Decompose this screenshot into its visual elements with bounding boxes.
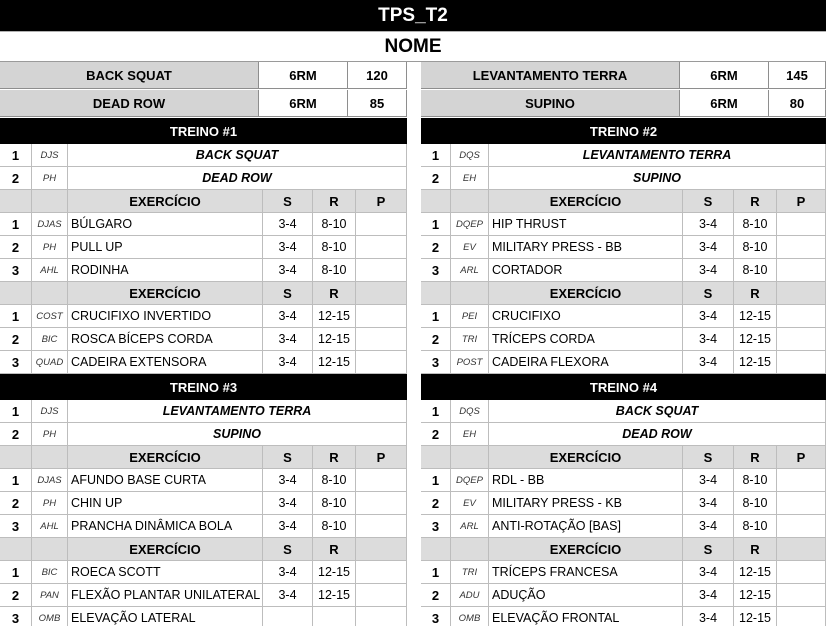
column-header-sets[interactable]: S	[683, 538, 734, 561]
exercise-name[interactable]: ROSCA BÍCEPS CORDA	[68, 328, 263, 351]
sets-value[interactable]: 3-4	[683, 469, 734, 492]
reps-value[interactable]: 8-10	[734, 515, 777, 538]
reps-value[interactable]: 8-10	[313, 469, 356, 492]
treino-title: TREINO #4	[421, 374, 826, 400]
column-header-blank[interactable]	[421, 190, 451, 213]
column-header-blank[interactable]	[451, 538, 489, 561]
treino-title: TREINO #2	[421, 118, 826, 144]
column-header-row	[0, 190, 407, 213]
weight-value[interactable]	[777, 328, 826, 351]
main-lift-row	[0, 167, 407, 190]
rm-exercise-name[interactable]: LEVANTAMENTO TERRA	[421, 62, 680, 89]
exercise-row	[0, 305, 407, 328]
column-header-blank[interactable]	[0, 190, 32, 213]
weight-value[interactable]	[356, 561, 407, 584]
reps-value[interactable]: 12-15	[313, 584, 356, 607]
main-lift-row	[0, 423, 407, 446]
movement-code[interactable]: ADU	[451, 584, 489, 607]
weight-value[interactable]	[356, 469, 407, 492]
main-lift-name[interactable]: LEVANTAMENTO TERRA	[68, 400, 407, 423]
column-header-row	[421, 190, 826, 213]
exercise-name[interactable]: CHIN UP	[68, 492, 263, 515]
weight-value[interactable]	[356, 305, 407, 328]
movement-code[interactable]: PH	[32, 492, 68, 515]
athlete-name: NOME	[0, 32, 826, 62]
column-header-weight[interactable]	[356, 282, 407, 305]
exercise-name[interactable]: AFUNDO BASE CURTA	[68, 469, 263, 492]
movement-code[interactable]: POST	[451, 351, 489, 374]
row-number[interactable]: 1	[0, 561, 32, 584]
row-number[interactable]: 3	[0, 259, 32, 282]
sets-value[interactable]: 3-4	[263, 469, 313, 492]
sets-value[interactable]: 3-4	[263, 515, 313, 538]
sets-value[interactable]: 3-4	[683, 236, 734, 259]
row-number[interactable]: 1	[0, 144, 32, 167]
weight-value[interactable]	[356, 328, 407, 351]
exercise-name[interactable]: MILITARY PRESS - KB	[489, 492, 683, 515]
column-header-reps[interactable]: R	[313, 282, 356, 305]
rm-value[interactable]: 120	[348, 62, 407, 89]
sets-value[interactable]: 3-4	[263, 492, 313, 515]
movement-code[interactable]: EV	[451, 492, 489, 515]
exercise-row	[421, 259, 826, 282]
row-number[interactable]: 2	[421, 584, 451, 607]
column-header-weight[interactable]: P	[777, 446, 826, 469]
sets-value[interactable]: 3-4	[263, 584, 313, 607]
movement-code[interactable]: PAN	[32, 584, 68, 607]
row-number[interactable]: 1	[0, 213, 32, 236]
column-header-exercise[interactable]: EXERCÍCIO	[68, 190, 263, 213]
column-header-blank[interactable]	[421, 538, 451, 561]
reps-value[interactable]: 12-15	[734, 305, 777, 328]
movement-code[interactable]: ARL	[451, 259, 489, 282]
row-number[interactable]: 2	[0, 167, 32, 190]
column-header-weight[interactable]	[356, 538, 407, 561]
row-number[interactable]: 3	[421, 351, 451, 374]
column-header-exercise[interactable]: EXERCÍCIO	[489, 538, 683, 561]
exercise-row	[421, 305, 826, 328]
exercise-row	[0, 469, 407, 492]
row-number[interactable]: 3	[421, 515, 451, 538]
weight-value[interactable]	[777, 213, 826, 236]
weight-value[interactable]	[777, 236, 826, 259]
sets-value[interactable]: 3-4	[263, 213, 313, 236]
movement-code[interactable]: TRI	[451, 561, 489, 584]
weight-value[interactable]	[356, 492, 407, 515]
reps-value[interactable]: 12-15	[734, 561, 777, 584]
column-header-weight[interactable]: P	[356, 446, 407, 469]
column-header-blank[interactable]	[0, 538, 32, 561]
row-number[interactable]: 3	[0, 351, 32, 374]
exercise-row	[0, 561, 407, 584]
exercise-row	[0, 351, 407, 374]
weight-value[interactable]	[356, 584, 407, 607]
weight-value[interactable]	[356, 351, 407, 374]
movement-code[interactable]: PH	[32, 236, 68, 259]
rm-row	[0, 62, 407, 90]
exercise-name[interactable]: RDL - BB	[489, 469, 683, 492]
exercise-name[interactable]: CORTADOR	[489, 259, 683, 282]
row-number[interactable]: 3	[421, 607, 451, 626]
sets-value[interactable]: 3-4	[263, 561, 313, 584]
row-number[interactable]: 3	[421, 259, 451, 282]
main-lift-row	[0, 400, 407, 423]
exercise-row	[0, 584, 407, 607]
row-number[interactable]: 2	[0, 328, 32, 351]
rm-row	[421, 62, 826, 90]
reps-value[interactable]: 8-10	[313, 259, 356, 282]
movement-code[interactable]: DJS	[32, 144, 68, 167]
column-header-row	[0, 446, 407, 469]
row-number[interactable]: 1	[0, 469, 32, 492]
main-lift-row	[421, 423, 826, 446]
treino-title: TREINO #1	[0, 118, 407, 144]
exercise-name[interactable]: HIP THRUST	[489, 213, 683, 236]
weight-value[interactable]	[777, 305, 826, 328]
treino-header	[421, 118, 826, 144]
row-number[interactable]: 2	[0, 584, 32, 607]
sets-value[interactable]: 3-4	[263, 259, 313, 282]
column-header-weight[interactable]	[777, 538, 826, 561]
column-header-blank[interactable]	[0, 446, 32, 469]
row-number[interactable]: 2	[421, 328, 451, 351]
treino-title: TREINO #3	[0, 374, 407, 400]
column-header-exercise[interactable]: EXERCÍCIO	[68, 446, 263, 469]
movement-code[interactable]: BIC	[32, 561, 68, 584]
column-header-sets[interactable]: S	[263, 190, 313, 213]
exercise-name[interactable]: PULL UP	[68, 236, 263, 259]
movement-code[interactable]: DQS	[451, 144, 489, 167]
main-lift-name[interactable]: SUPINO	[68, 423, 407, 446]
exercise-name[interactable]: TRÍCEPS CORDA	[489, 328, 683, 351]
row-number[interactable]: 3	[0, 515, 32, 538]
movement-code[interactable]: DJS	[32, 400, 68, 423]
exercise-row	[0, 236, 407, 259]
rm-value[interactable]: 145	[769, 62, 826, 89]
main-lift-name[interactable]: DEAD ROW	[489, 423, 826, 446]
column-header-blank[interactable]	[32, 190, 68, 213]
movement-code[interactable]: OMB	[451, 607, 489, 626]
sets-value[interactable]: 3-4	[683, 213, 734, 236]
movement-code[interactable]: TRI	[451, 328, 489, 351]
main-lift-row	[421, 167, 826, 190]
reps-value[interactable]: 8-10	[313, 515, 356, 538]
column-header-weight[interactable]: P	[777, 190, 826, 213]
column-header-row	[0, 538, 407, 561]
column-header-blank[interactable]	[32, 538, 68, 561]
main-lift-name[interactable]: BACK SQUAT	[489, 400, 826, 423]
rm-panel-2	[421, 62, 826, 118]
reps-value[interactable]: 8-10	[313, 236, 356, 259]
exercise-row	[421, 561, 826, 584]
row-number[interactable]: 1	[421, 213, 451, 236]
weight-value[interactable]	[356, 515, 407, 538]
exercise-row	[421, 236, 826, 259]
column-header-row	[421, 538, 826, 561]
column-header-reps[interactable]: R	[734, 446, 777, 469]
column-header-blank[interactable]	[32, 446, 68, 469]
exercise-name[interactable]: ANTI-ROTAÇÃO [BAS]	[489, 515, 683, 538]
column-header-reps[interactable]: R	[734, 190, 777, 213]
movement-code[interactable]: DJAS	[32, 469, 68, 492]
column-header-weight[interactable]	[777, 282, 826, 305]
column-header-reps[interactable]: R	[313, 446, 356, 469]
reps-value[interactable]: 12-15	[734, 351, 777, 374]
sets-value[interactable]: 3-4	[263, 351, 313, 374]
rm-value[interactable]: 85	[348, 90, 407, 117]
exercise-row	[421, 328, 826, 351]
column-header-reps[interactable]: R	[313, 190, 356, 213]
row-number[interactable]: 1	[421, 400, 451, 423]
movement-code[interactable]: AHL	[32, 515, 68, 538]
row-number[interactable]: 1	[421, 469, 451, 492]
column-header-row	[421, 282, 826, 305]
reps-value[interactable]: 12-15	[313, 561, 356, 584]
column-header-blank[interactable]	[451, 446, 489, 469]
row-number[interactable]: 1	[0, 305, 32, 328]
exercise-name[interactable]: ELEVAÇÃO LATERAL	[68, 607, 263, 626]
rm-exercise-name[interactable]: DEAD ROW	[0, 90, 259, 117]
movement-code[interactable]: EH	[451, 423, 489, 446]
weight-value[interactable]	[356, 259, 407, 282]
column-header-sets[interactable]: S	[263, 446, 313, 469]
movement-code[interactable]: PH	[32, 423, 68, 446]
sets-value[interactable]: 3-4	[683, 515, 734, 538]
row-number[interactable]: 2	[421, 167, 451, 190]
exercise-name[interactable]: CADEIRA FLEXORA	[489, 351, 683, 374]
movement-code[interactable]: EH	[451, 167, 489, 190]
row-number[interactable]: 3	[0, 607, 32, 626]
main-lift-row	[421, 144, 826, 167]
weight-value[interactable]	[777, 607, 826, 626]
weight-value[interactable]	[777, 515, 826, 538]
row-number[interactable]: 1	[421, 561, 451, 584]
weight-value[interactable]	[777, 469, 826, 492]
exercise-name[interactable]: FLEXÃO PLANTAR UNILATERAL	[68, 584, 263, 607]
row-number[interactable]: 2	[421, 236, 451, 259]
exercise-row	[421, 584, 826, 607]
weight-value[interactable]	[356, 607, 407, 626]
rm-exercise-name[interactable]: BACK SQUAT	[0, 62, 259, 89]
main-lift-name[interactable]: DEAD ROW	[68, 167, 407, 190]
reps-value[interactable]: 8-10	[734, 236, 777, 259]
movement-code[interactable]: AHL	[32, 259, 68, 282]
weight-value[interactable]	[777, 584, 826, 607]
column-header-reps[interactable]: R	[734, 538, 777, 561]
sets-value[interactable]: 3-4	[683, 351, 734, 374]
reps-value[interactable]: 8-10	[734, 492, 777, 515]
treino-header	[0, 374, 407, 400]
sets-value[interactable]: 3-4	[683, 328, 734, 351]
sets-value[interactable]: 3-4	[683, 305, 734, 328]
sets-value[interactable]: 3-4	[263, 236, 313, 259]
exercise-row	[421, 607, 826, 626]
column-header-blank[interactable]	[421, 282, 451, 305]
exercise-name[interactable]: TRÍCEPS FRANCESA	[489, 561, 683, 584]
exercise-row	[0, 328, 407, 351]
main-lift-row	[0, 144, 407, 167]
sets-value[interactable]: 3-4	[263, 328, 313, 351]
exercise-row	[421, 213, 826, 236]
rm-type[interactable]: 6RM	[259, 62, 348, 89]
movement-code[interactable]: DQEP	[451, 213, 489, 236]
rm-type[interactable]: 6RM	[259, 90, 348, 117]
row-number[interactable]: 2	[0, 236, 32, 259]
movement-code[interactable]: COST	[32, 305, 68, 328]
column-header-weight[interactable]: P	[356, 190, 407, 213]
reps-value[interactable]: 12-15	[734, 584, 777, 607]
exercise-row	[0, 492, 407, 515]
column-header-sets[interactable]: S	[683, 282, 734, 305]
weight-value[interactable]	[777, 561, 826, 584]
rm-type[interactable]: 6RM	[680, 62, 769, 89]
column-header-exercise[interactable]: EXERCÍCIO	[489, 446, 683, 469]
column-header-blank[interactable]	[421, 446, 451, 469]
weight-value[interactable]	[777, 351, 826, 374]
sets-value[interactable]: 3-4	[683, 561, 734, 584]
rm-row	[0, 90, 407, 118]
exercise-row	[421, 351, 826, 374]
movement-code[interactable]: DQS	[451, 400, 489, 423]
sets-value[interactable]: 3-4	[683, 607, 734, 626]
exercise-name[interactable]: ROECA SCOTT	[68, 561, 263, 584]
reps-value[interactable]: 8-10	[313, 492, 356, 515]
column-header-row	[0, 282, 407, 305]
main-lift-row	[421, 400, 826, 423]
column-header-sets[interactable]: S	[263, 538, 313, 561]
column-header-sets[interactable]: S	[683, 190, 734, 213]
exercise-name[interactable]: CRUCIFIXO INVERTIDO	[68, 305, 263, 328]
sets-value[interactable]	[263, 607, 313, 626]
exercise-row	[0, 259, 407, 282]
column-header-reps[interactable]: R	[734, 282, 777, 305]
reps-value[interactable]: 12-15	[734, 607, 777, 626]
column-header-sets[interactable]: S	[683, 446, 734, 469]
main-lift-name[interactable]: SUPINO	[489, 167, 826, 190]
reps-value[interactable]: 12-15	[313, 328, 356, 351]
column-header-blank[interactable]	[451, 282, 489, 305]
row-number[interactable]: 1	[0, 400, 32, 423]
column-header-blank[interactable]	[32, 282, 68, 305]
sets-value[interactable]: 3-4	[263, 305, 313, 328]
column-header-row	[421, 446, 826, 469]
column-header-reps[interactable]: R	[313, 538, 356, 561]
movement-code[interactable]: BIC	[32, 328, 68, 351]
reps-value[interactable]: 8-10	[734, 259, 777, 282]
exercise-name[interactable]: CADEIRA EXTENSORA	[68, 351, 263, 374]
column-header-exercise[interactable]: EXERCÍCIO	[68, 282, 263, 305]
movement-code[interactable]: PH	[32, 167, 68, 190]
reps-value[interactable]: 8-10	[734, 469, 777, 492]
row-number[interactable]: 2	[0, 492, 32, 515]
exercise-name[interactable]: ADUÇÃO	[489, 584, 683, 607]
rm-value[interactable]: 80	[769, 90, 826, 117]
exercise-row	[0, 213, 407, 236]
column-header-exercise[interactable]: EXERCÍCIO	[489, 282, 683, 305]
column-header-blank[interactable]	[451, 190, 489, 213]
row-number[interactable]: 2	[421, 492, 451, 515]
movement-code[interactable]: DJAS	[32, 213, 68, 236]
sheet-title: TPS_T2	[0, 0, 826, 32]
sets-value[interactable]: 3-4	[683, 492, 734, 515]
sets-value[interactable]: 3-4	[683, 584, 734, 607]
main-lift-name[interactable]: LEVANTAMENTO TERRA	[489, 144, 826, 167]
weight-value[interactable]	[777, 492, 826, 515]
movement-code[interactable]: QUAD	[32, 351, 68, 374]
movement-code[interactable]: DQEP	[451, 469, 489, 492]
exercise-row	[0, 515, 407, 538]
rm-type[interactable]: 6RM	[680, 90, 769, 117]
movement-code[interactable]: PEI	[451, 305, 489, 328]
row-number[interactable]: 2	[0, 423, 32, 446]
column-header-sets[interactable]: S	[263, 282, 313, 305]
treino-header	[0, 118, 407, 144]
exercise-name[interactable]: BÚLGARO	[68, 213, 263, 236]
treino-header	[421, 374, 826, 400]
exercise-name[interactable]: RODINHA	[68, 259, 263, 282]
reps-value[interactable]	[313, 607, 356, 626]
rm-row	[421, 90, 826, 118]
row-number[interactable]: 2	[421, 423, 451, 446]
exercise-name[interactable]: ELEVAÇÃO FRONTAL	[489, 607, 683, 626]
movement-code[interactable]: ARL	[451, 515, 489, 538]
reps-value[interactable]: 8-10	[313, 213, 356, 236]
exercise-name[interactable]: PRANCHA DINÂMICA BOLA	[68, 515, 263, 538]
exercise-row	[0, 607, 407, 626]
column-header-blank[interactable]	[0, 282, 32, 305]
movement-code[interactable]: OMB	[32, 607, 68, 626]
column-header-exercise[interactable]: EXERCÍCIO	[68, 538, 263, 561]
row-number[interactable]: 1	[421, 305, 451, 328]
main-lift-name[interactable]: BACK SQUAT	[68, 144, 407, 167]
rm-exercise-name[interactable]: SUPINO	[421, 90, 680, 117]
exercise-row	[421, 492, 826, 515]
weight-value[interactable]	[356, 236, 407, 259]
rm-panel-1	[0, 62, 407, 118]
row-number[interactable]: 1	[421, 144, 451, 167]
movement-code[interactable]: EV	[451, 236, 489, 259]
reps-value[interactable]: 8-10	[734, 213, 777, 236]
sets-value[interactable]: 3-4	[683, 259, 734, 282]
weight-value[interactable]	[356, 213, 407, 236]
column-header-exercise[interactable]: EXERCÍCIO	[489, 190, 683, 213]
exercise-row	[421, 469, 826, 492]
reps-value[interactable]: 12-15	[313, 351, 356, 374]
exercise-row	[421, 515, 826, 538]
reps-value[interactable]: 12-15	[734, 328, 777, 351]
weight-value[interactable]	[777, 259, 826, 282]
exercise-name[interactable]: MILITARY PRESS - BB	[489, 236, 683, 259]
exercise-name[interactable]: CRUCIFIXO	[489, 305, 683, 328]
reps-value[interactable]: 12-15	[313, 305, 356, 328]
